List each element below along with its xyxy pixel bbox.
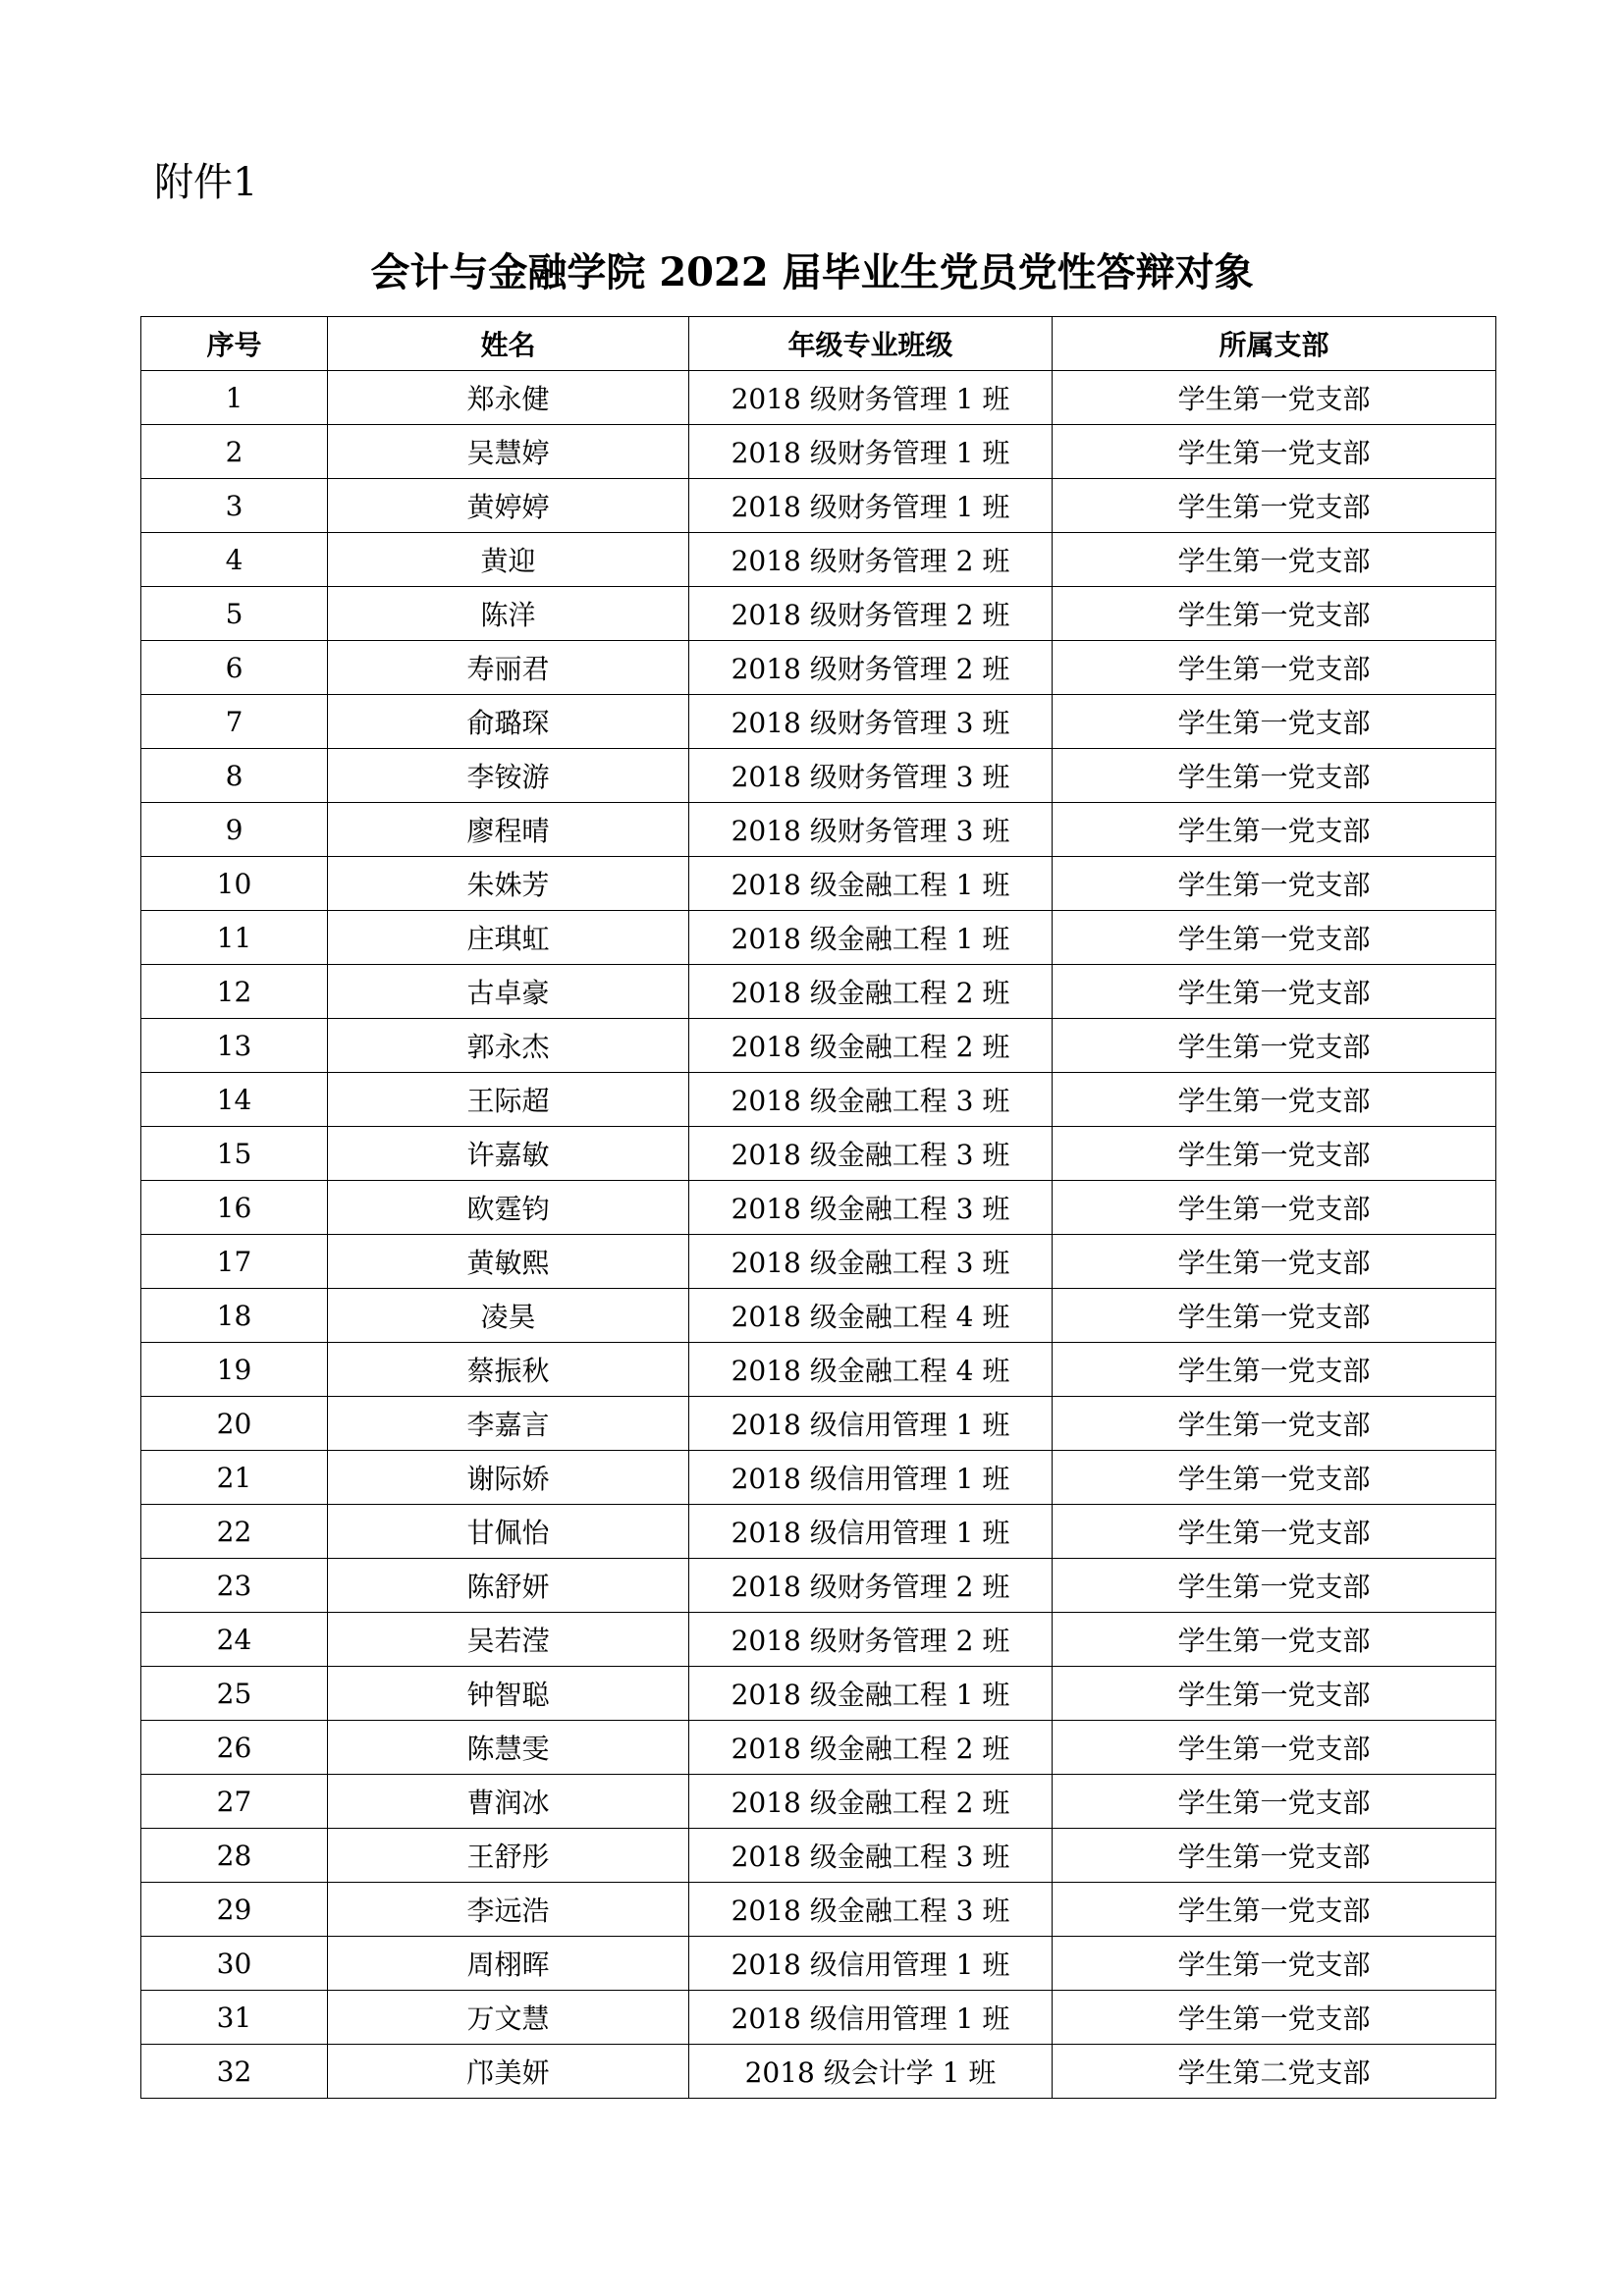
cell-class: 2018 级金融工程 2 班 xyxy=(689,1721,1053,1775)
cell-number: 18 xyxy=(141,1289,328,1343)
cell-branch: 学生第一党支部 xyxy=(1053,1721,1496,1775)
table-row xyxy=(141,1613,1496,1667)
cell-name: 俞璐琛 xyxy=(328,695,689,749)
cell-number: 27 xyxy=(141,1775,328,1829)
cell-branch: 学生第一党支部 xyxy=(1053,479,1496,533)
table-row xyxy=(141,911,1496,965)
cell-name: 万文慧 xyxy=(328,1991,689,2045)
cell-class: 2018 级财务管理 3 班 xyxy=(689,749,1053,803)
cell-name: 陈洋 xyxy=(328,587,689,641)
table-row xyxy=(141,641,1496,695)
cell-name: 凌昊 xyxy=(328,1289,689,1343)
cell-name: 朱姝芳 xyxy=(328,857,689,911)
cell-name: 陈舒妍 xyxy=(328,1559,689,1613)
cell-class: 2018 级金融工程 4 班 xyxy=(689,1343,1053,1397)
cell-branch: 学生第一党支部 xyxy=(1053,425,1496,479)
cell-class: 2018 级财务管理 3 班 xyxy=(689,695,1053,749)
table-row xyxy=(141,1991,1496,2045)
cell-number: 13 xyxy=(141,1019,328,1073)
cell-name: 钟智聪 xyxy=(328,1667,689,1721)
cell-branch: 学生第一党支部 xyxy=(1053,803,1496,857)
cell-name: 庄琪虹 xyxy=(328,911,689,965)
header-cell-name: 姓名 xyxy=(328,317,689,371)
table-row xyxy=(141,1235,1496,1289)
cell-class: 2018 级财务管理 3 班 xyxy=(689,803,1053,857)
cell-name: 周栩晖 xyxy=(328,1937,689,1991)
cell-name: 黄婷婷 xyxy=(328,479,689,533)
cell-number: 15 xyxy=(141,1127,328,1181)
cell-name: 蔡振秋 xyxy=(328,1343,689,1397)
table-row xyxy=(141,1181,1496,1235)
cell-number: 25 xyxy=(141,1667,328,1721)
table-row xyxy=(141,965,1496,1019)
cell-class: 2018 级财务管理 2 班 xyxy=(689,533,1053,587)
table-row xyxy=(141,425,1496,479)
cell-branch: 学生第一党支部 xyxy=(1053,1343,1496,1397)
cell-name: 李远浩 xyxy=(328,1883,689,1937)
cell-class: 2018 级金融工程 2 班 xyxy=(689,965,1053,1019)
table-row xyxy=(141,1559,1496,1613)
cell-class: 2018 级财务管理 1 班 xyxy=(689,371,1053,425)
cell-branch: 学生第一党支部 xyxy=(1053,965,1496,1019)
table-row xyxy=(141,1667,1496,1721)
cell-class: 2018 级会计学 1 班 xyxy=(689,2045,1053,2099)
header-cell-class: 年级专业班级 xyxy=(689,317,1053,371)
cell-name: 廖程晴 xyxy=(328,803,689,857)
cell-class: 2018 级信用管理 1 班 xyxy=(689,1937,1053,1991)
cell-branch: 学生第一党支部 xyxy=(1053,1937,1496,1991)
cell-number: 31 xyxy=(141,1991,328,2045)
cell-branch: 学生第一党支部 xyxy=(1053,1397,1496,1451)
cell-number: 7 xyxy=(141,695,328,749)
cell-name: 李嘉言 xyxy=(328,1397,689,1451)
table-row xyxy=(141,803,1496,857)
cell-number: 17 xyxy=(141,1235,328,1289)
table-row xyxy=(141,857,1496,911)
table-row xyxy=(141,1073,1496,1127)
cell-branch: 学生第一党支部 xyxy=(1053,857,1496,911)
cell-class: 2018 级金融工程 1 班 xyxy=(689,857,1053,911)
cell-branch: 学生第一党支部 xyxy=(1053,1235,1496,1289)
cell-name: 黄迎 xyxy=(328,533,689,587)
cell-number: 3 xyxy=(141,479,328,533)
cell-name: 欧霆钧 xyxy=(328,1181,689,1235)
cell-number: 8 xyxy=(141,749,328,803)
cell-class: 2018 级金融工程 3 班 xyxy=(689,1235,1053,1289)
cell-branch: 学生第一党支部 xyxy=(1053,911,1496,965)
cell-number: 28 xyxy=(141,1829,328,1883)
cell-branch: 学生第一党支部 xyxy=(1053,1019,1496,1073)
cell-name: 吴慧婷 xyxy=(328,425,689,479)
attachment-label: 附件1 xyxy=(154,160,258,205)
header-cell-number: 序号 xyxy=(141,317,328,371)
cell-number: 19 xyxy=(141,1343,328,1397)
table-row xyxy=(141,371,1496,425)
cell-branch: 学生第一党支部 xyxy=(1053,371,1496,425)
cell-name: 黄敏熙 xyxy=(328,1235,689,1289)
table-row xyxy=(141,2045,1496,2099)
cell-class: 2018 级财务管理 2 班 xyxy=(689,1613,1053,1667)
cell-name: 谢际娇 xyxy=(328,1451,689,1505)
cell-class: 2018 级财务管理 2 班 xyxy=(689,641,1053,695)
cell-class: 2018 级财务管理 2 班 xyxy=(689,587,1053,641)
table-row xyxy=(141,749,1496,803)
cell-branch: 学生第一党支部 xyxy=(1053,749,1496,803)
table-body xyxy=(141,371,1496,2099)
cell-name: 寿丽君 xyxy=(328,641,689,695)
cell-number: 11 xyxy=(141,911,328,965)
roster-table xyxy=(140,316,1496,2099)
cell-name: 王际超 xyxy=(328,1073,689,1127)
cell-number: 4 xyxy=(141,533,328,587)
table-header xyxy=(141,317,1496,371)
cell-number: 9 xyxy=(141,803,328,857)
cell-class: 2018 级财务管理 2 班 xyxy=(689,1559,1053,1613)
table-row xyxy=(141,1397,1496,1451)
cell-number: 5 xyxy=(141,587,328,641)
cell-class: 2018 级信用管理 1 班 xyxy=(689,1505,1053,1559)
cell-branch: 学生第一党支部 xyxy=(1053,1451,1496,1505)
cell-number: 21 xyxy=(141,1451,328,1505)
table-row xyxy=(141,479,1496,533)
cell-branch: 学生第一党支部 xyxy=(1053,1991,1496,2045)
cell-name: 陈慧雯 xyxy=(328,1721,689,1775)
cell-number: 32 xyxy=(141,2045,328,2099)
cell-branch: 学生第一党支部 xyxy=(1053,1883,1496,1937)
table-row xyxy=(141,1505,1496,1559)
cell-number: 2 xyxy=(141,425,328,479)
cell-branch: 学生第一党支部 xyxy=(1053,1289,1496,1343)
table-row xyxy=(141,1019,1496,1073)
cell-class: 2018 级金融工程 4 班 xyxy=(689,1289,1053,1343)
cell-name: 古卓豪 xyxy=(328,965,689,1019)
cell-name: 曹润冰 xyxy=(328,1775,689,1829)
cell-number: 22 xyxy=(141,1505,328,1559)
cell-number: 16 xyxy=(141,1181,328,1235)
cell-class: 2018 级金融工程 3 班 xyxy=(689,1181,1053,1235)
cell-branch: 学生第一党支部 xyxy=(1053,587,1496,641)
table-row xyxy=(141,1937,1496,1991)
cell-branch: 学生第二党支部 xyxy=(1053,2045,1496,2099)
cell-branch: 学生第一党支部 xyxy=(1053,1181,1496,1235)
table-row xyxy=(141,533,1496,587)
cell-branch: 学生第一党支部 xyxy=(1053,1613,1496,1667)
cell-number: 6 xyxy=(141,641,328,695)
cell-class: 2018 级财务管理 1 班 xyxy=(689,479,1053,533)
cell-number: 20 xyxy=(141,1397,328,1451)
cell-class: 2018 级信用管理 1 班 xyxy=(689,1397,1053,1451)
cell-branch: 学生第一党支部 xyxy=(1053,695,1496,749)
cell-number: 14 xyxy=(141,1073,328,1127)
cell-class: 2018 级金融工程 3 班 xyxy=(689,1883,1053,1937)
table-row xyxy=(141,1883,1496,1937)
cell-branch: 学生第一党支部 xyxy=(1053,1127,1496,1181)
cell-number: 29 xyxy=(141,1883,328,1937)
cell-branch: 学生第一党支部 xyxy=(1053,1559,1496,1613)
cell-branch: 学生第一党支部 xyxy=(1053,1073,1496,1127)
cell-name: 郑永健 xyxy=(328,371,689,425)
cell-class: 2018 级财务管理 1 班 xyxy=(689,425,1053,479)
table-row xyxy=(141,1775,1496,1829)
cell-branch: 学生第一党支部 xyxy=(1053,533,1496,587)
cell-name: 郭永杰 xyxy=(328,1019,689,1073)
cell-class: 2018 级金融工程 3 班 xyxy=(689,1127,1053,1181)
cell-number: 10 xyxy=(141,857,328,911)
cell-class: 2018 级金融工程 2 班 xyxy=(689,1019,1053,1073)
table-row xyxy=(141,1451,1496,1505)
cell-class: 2018 级金融工程 1 班 xyxy=(689,1667,1053,1721)
cell-branch: 学生第一党支部 xyxy=(1053,641,1496,695)
table-row xyxy=(141,1829,1496,1883)
cell-name: 甘佩怡 xyxy=(328,1505,689,1559)
cell-class: 2018 级金融工程 3 班 xyxy=(689,1073,1053,1127)
cell-class: 2018 级信用管理 1 班 xyxy=(689,1991,1053,2045)
table-row xyxy=(141,1343,1496,1397)
cell-number: 12 xyxy=(141,965,328,1019)
cell-name: 李铵游 xyxy=(328,749,689,803)
cell-name: 邝美妍 xyxy=(328,2045,689,2099)
cell-name: 许嘉敏 xyxy=(328,1127,689,1181)
cell-class: 2018 级信用管理 1 班 xyxy=(689,1451,1053,1505)
cell-number: 30 xyxy=(141,1937,328,1991)
table-row xyxy=(141,1721,1496,1775)
document-title: 会计与金融学院 2022 届毕业生党员党性答辩对象 xyxy=(370,249,1254,295)
cell-number: 26 xyxy=(141,1721,328,1775)
table-row xyxy=(141,1127,1496,1181)
cell-class: 2018 级金融工程 3 班 xyxy=(689,1829,1053,1883)
cell-class: 2018 级金融工程 2 班 xyxy=(689,1775,1053,1829)
cell-branch: 学生第一党支部 xyxy=(1053,1667,1496,1721)
header-row xyxy=(141,317,1496,371)
cell-class: 2018 级金融工程 1 班 xyxy=(689,911,1053,965)
cell-number: 23 xyxy=(141,1559,328,1613)
cell-number: 24 xyxy=(141,1613,328,1667)
table-row xyxy=(141,587,1496,641)
table-row xyxy=(141,695,1496,749)
table-row xyxy=(141,1289,1496,1343)
cell-branch: 学生第一党支部 xyxy=(1053,1829,1496,1883)
cell-branch: 学生第一党支部 xyxy=(1053,1775,1496,1829)
cell-branch: 学生第一党支部 xyxy=(1053,1505,1496,1559)
cell-number: 1 xyxy=(141,371,328,425)
cell-name: 吴若滢 xyxy=(328,1613,689,1667)
cell-name: 王舒彤 xyxy=(328,1829,689,1883)
header-cell-branch: 所属支部 xyxy=(1053,317,1496,371)
